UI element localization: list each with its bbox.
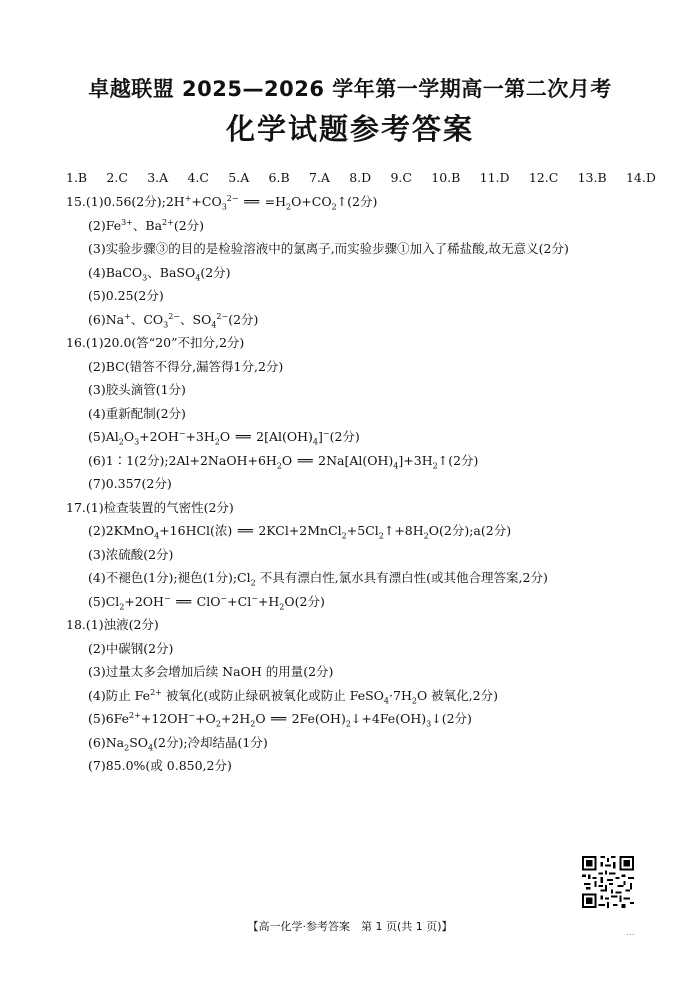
q16-part4: (4)重新配制(2分) — [88, 405, 186, 421]
mc-answer: 1.B — [66, 170, 88, 185]
q16-part7: (7)0.357(2分) — [88, 476, 172, 491]
q15-part1: 15.(1)0.56(2分)$;2H^++CO_3^{2-}$ ══ $=H_2O+CO_2↑(2$分) — [66, 193, 378, 212]
mc-answer: 8.D — [349, 170, 372, 185]
q16-part5: $(5)Al_2O_3+2OH^-+3H_2O$ ══ $2[Al(OH)_4]^-(2$分) — [88, 428, 360, 447]
multiple-choice-answers — [66, 166, 656, 190]
q17-part4: (4)不褪色(1分);褪色(1分)$;Cl_2$ 不具有漂白性,氯水具有漂白性(或其他合理答案,2分) — [88, 570, 548, 588]
answer-content — [66, 166, 656, 778]
mc-answer: 13.B — [577, 170, 607, 185]
mc-answer: 10.B — [431, 170, 461, 185]
mc-answer: 6.B — [268, 170, 290, 185]
q16-part6: (6)1∶1(2分)$;2Al+2NaOH+6H_2O$ ══ $2Na[Al(OH)_4]+3H_2↑(2$分) — [88, 452, 479, 470]
q15-part2: $(2)Fe^{3+}$、$Ba^{2+}(2$分) — [88, 217, 205, 233]
page-header — [0, 74, 700, 150]
mc-answer: 14.D — [625, 170, 656, 185]
q15-part5: (5)0.25(2分) — [88, 288, 164, 303]
q18-part2: (2)中碳钢(2分) — [88, 640, 174, 656]
q16-part3: (3)胶头滴管(1分) — [88, 382, 186, 397]
q16-part2: (2)BC(错答不得分,漏答得1分,2分) — [88, 358, 284, 374]
q18-part6: $(6)Na_2SO_4(2$分);冷却结晶(1分) — [88, 734, 268, 752]
exam-title: 卓越联盟 2025—2026 学年第一学期高一第二次月考 — [88, 77, 612, 101]
page-footer: 【高一化学·参考答案 第 1 页(共 1 页)】 — [247, 920, 453, 933]
qr-code-image — [582, 856, 634, 908]
q15-part4: (4)BaCO$_3$、BaSO$_4$(2分) — [88, 264, 231, 282]
q18-part5: $(5)6Fe^{2+}+12OH^-+O_2+2H_2O$ ══ $2Fe(OH)_2↓+4Fe(OH)_3↓(2$分) — [88, 710, 472, 729]
mc-answer: 11.D — [479, 170, 510, 185]
q15-part6: (6)Na+、$CO_3^{2-}$、$SO_4^{2-}(2$分) — [88, 311, 259, 329]
q15-part3: (3)实验步骤③的目的是检验溶液中的氯离子,而实验步骤①加入了稀盐酸,故无意义(2分) — [88, 241, 569, 256]
q18-part3: (3)过量太多会增加后续 NaOH 的用量(2分) — [88, 664, 334, 679]
q18-part7: (7)85.0%(或 0.850,2分) — [88, 758, 232, 773]
mc-answer: 12.C — [528, 170, 559, 185]
q17-part5: $(5)Cl_2+2OH^-$ ══ $ClO^-+Cl^-+H_2O(2$分) — [88, 593, 325, 611]
answer-key-title: 化学试题参考答案 — [225, 112, 474, 146]
q17-part2: (2)2KMnO$_4$+16HCl(浓) ══ $2KCl+2MnCl_2+5Cl_2↑+8H_2O(2$分);a(2分) — [88, 523, 512, 541]
mc-answer: 7.A — [308, 170, 330, 185]
q18-part4: (4)防止 $Fe^{2+}$ 被氧化(或防止绿矾被氧化或防止 $FeSO_4\cdot 7H_2O$ 被氧化,2分) — [88, 687, 498, 705]
mc-answer: 9.C — [390, 170, 412, 185]
q18-part1: 18.(1)浊液(2分) — [66, 617, 159, 632]
mc-answer: 3.A — [147, 170, 169, 185]
q16-part1: 16.(1)20.0(答“20”不扣分,2分) — [66, 335, 245, 350]
mc-answer: 2.C — [106, 170, 128, 185]
corner-mark: ... — [626, 928, 635, 938]
q17-part3: (3)浓硫酸(2分) — [88, 546, 174, 562]
mc-answer: 5.A — [228, 170, 250, 185]
mc-answer: 4.C — [187, 170, 209, 185]
q17-part1: 17.(1)检查装置的气密性(2分) — [66, 499, 234, 515]
